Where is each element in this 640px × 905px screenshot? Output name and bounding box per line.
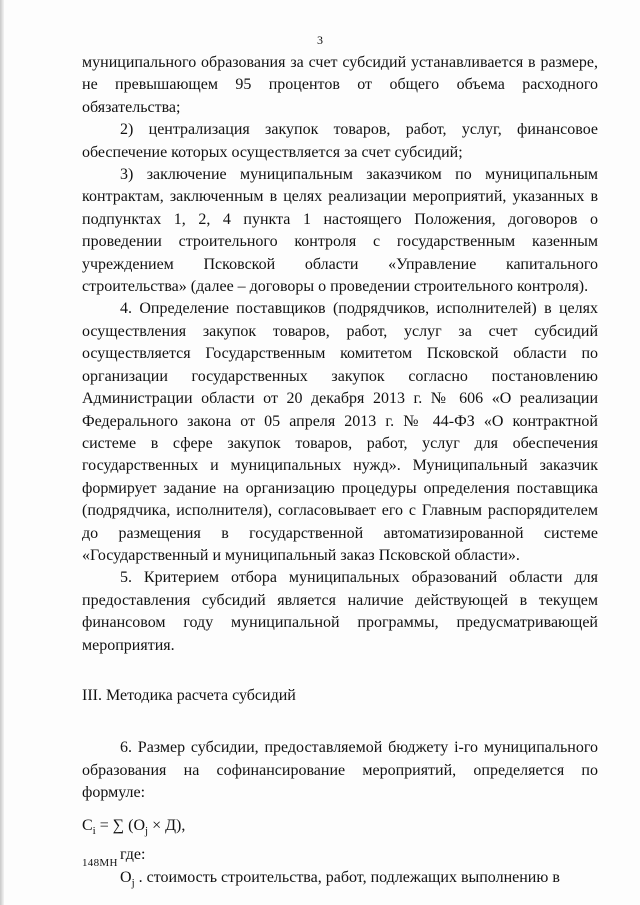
paragraph-clause-5: 5. Критерием отбора муниципальных образований области для предоставления субсидий является наличие действующей в текущем финансовом году муниципальной программы, предусматривающей мероприятия. xyxy=(82,569,598,654)
paragraph-clause-4: 4. Определение поставщиков (подрядчиков, исполнителей) в целях осуществления закупок товаров, работ, услуг за счет субсидий осуществляется Государственным комитетом Псковской области по организации государственных закупок согласно постановлению Администрации области от 20 декабря 2013 г. № 606 «О реализации Федерального закона от 05 апреля 2013 г. № 44-ФЗ «О контрактной системе в сфере закупок товаров, работ, услуг для обеспечения государственных и муниципальных нужд». Муниципальный заказчик формирует задание на организацию процедуры определения поставщика (подрядчика, исполнителя), согласовывает его с Главным распорядителем до размещения в государственной автоматизированной системе «Государственный и муниципальный заказ Псковской области». xyxy=(82,300,598,564)
paragraph-item-2: 2) централизация закупок товаров, работ, услуг, финансовое обеспечение которых осуществляется за счет субсидий; xyxy=(82,121,598,161)
formula-rhs-prefix: = ∑ (O xyxy=(95,816,146,834)
definition-symbol: O xyxy=(120,868,132,886)
page-number: 3 xyxy=(317,33,323,47)
document-body xyxy=(82,52,598,894)
definition-text: . стоимость строительства, работ, подлежащих выполнению в xyxy=(138,868,560,886)
definition-symbol-subscript: j xyxy=(131,876,135,889)
scan-edge xyxy=(0,0,4,905)
formula-rhs-suffix: × Д), xyxy=(148,816,186,834)
subsidy-formula xyxy=(82,815,598,843)
paragraph-continuation: муниципального образования за счет субсидий устанавливается в размере, не превышающем 95 процентов от общего объема расходного обязательства; xyxy=(82,54,598,116)
paragraph-item-3: 3) заключение муниципальным заказчиком по муниципальным контрактам, заключенным в целях реализации мероприятий, указанных в подпунктах 1, 2, 4 пункта 1 настоящего Положения, договоров о проведении строительного контроля с государственным казенным учреждением Псковской области «Управление капитального строительства» (далее – договоры о проведении строительного контроля). xyxy=(82,166,598,296)
section-title: III. Методика расчета субсидий xyxy=(82,686,296,704)
formula-rhs-subscript: j xyxy=(145,824,149,837)
formula-lhs-subscript: i xyxy=(92,824,96,837)
paragraph-clause-6: 6. Размер субсидии, предоставляемой бюджету i-го муниципального образования на софинансирование мероприятий, определяется по формуле: xyxy=(82,739,598,802)
formula-lhs: C xyxy=(82,816,93,834)
where-label: где: xyxy=(120,846,146,864)
footer-document-code: 148МН xyxy=(82,857,118,869)
definition-oj xyxy=(82,867,598,895)
